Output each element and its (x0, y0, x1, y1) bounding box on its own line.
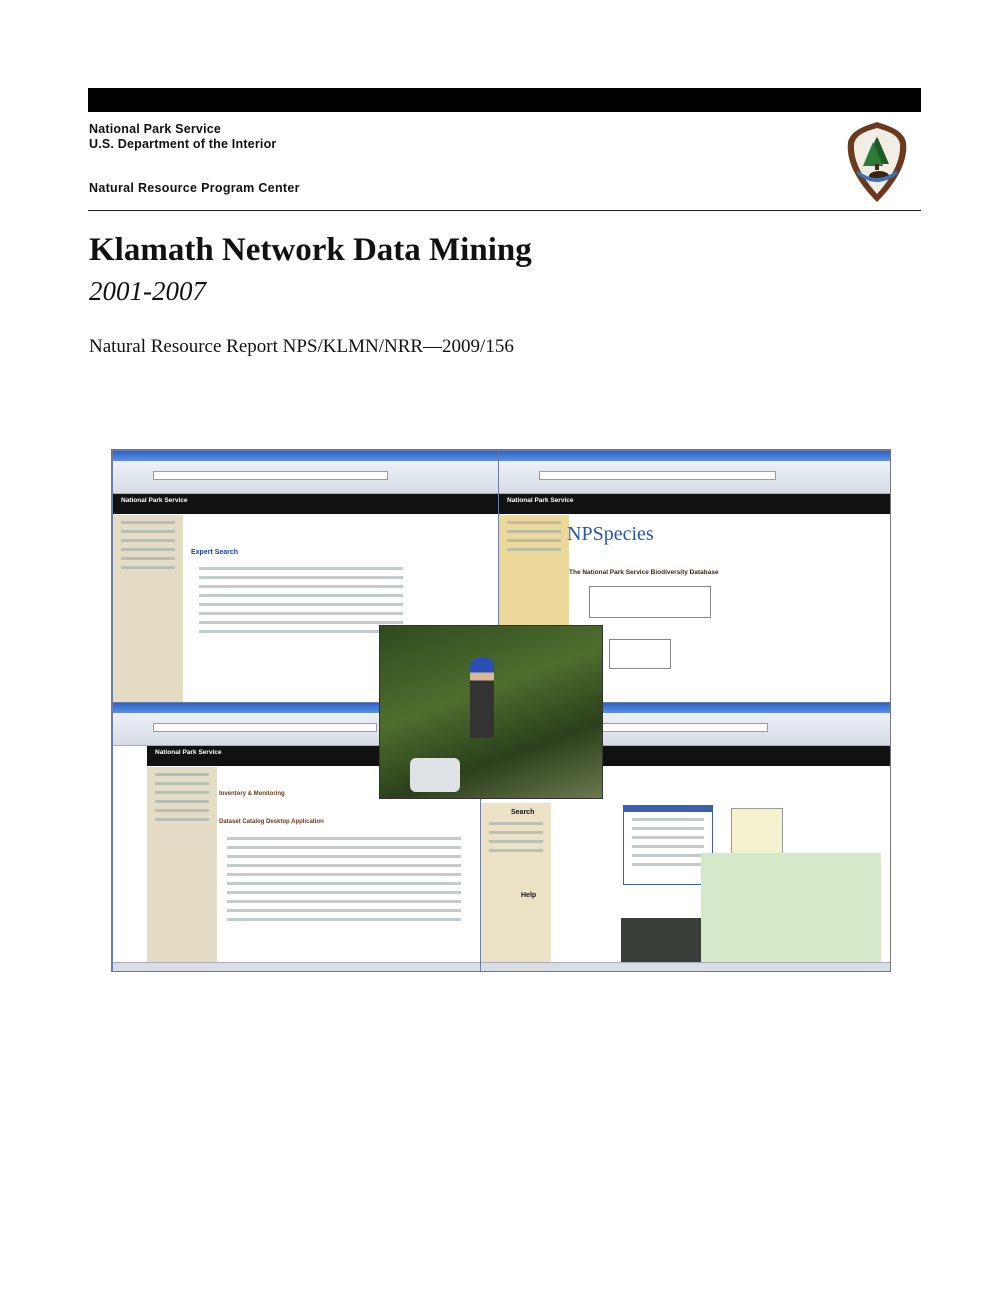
svg-text:NATIONAL: NATIONAL (864, 134, 890, 140)
park-select-list[interactable] (589, 586, 711, 618)
map-panel (701, 853, 881, 963)
nps-banner: National Park Service (147, 746, 483, 766)
desktop-app-heading: Dataset Catalog Desktop Application (219, 819, 324, 825)
left-nav (147, 767, 217, 971)
search-label: Search (511, 809, 535, 816)
agency-name: National Park Service (89, 122, 222, 136)
screenshot-collage (111, 449, 891, 972)
category-select-list[interactable] (609, 639, 671, 669)
program-name: Natural Resource Program Center (89, 181, 300, 195)
report-number: Natural Resource Report NPS/KLMN/NRR—2009/156 (89, 336, 514, 357)
header-black-bar (88, 88, 921, 112)
agency-block (89, 122, 276, 152)
expert-search-heading: Expert Search (191, 549, 239, 556)
rock (410, 758, 460, 792)
report-title: Klamath Network Data Mining (89, 232, 532, 268)
left-nav (113, 515, 183, 709)
help-label: Help (521, 892, 537, 899)
person-figure (470, 658, 494, 738)
header-divider (88, 210, 921, 211)
search-panel (481, 803, 551, 971)
npspecies-logo: NPSpecies (567, 523, 654, 545)
browser-toolbar (499, 461, 890, 494)
browser-toolbar (113, 461, 501, 494)
field-photo (379, 625, 603, 799)
table-popup (623, 805, 713, 885)
terrain-image (621, 918, 711, 963)
nps-banner: National Park Service (113, 494, 501, 514)
biodiversity-heading: The National Park Service Biodiversity Database (569, 569, 719, 576)
inventory-monitoring-heading: Inventory & Monitoring (219, 791, 285, 797)
department-name: U.S. Department of the Interior (89, 137, 277, 151)
nps-banner: National Park Service (499, 494, 890, 514)
nps-arrowhead-icon (845, 120, 909, 204)
report-years: 2001-2007 (89, 276, 206, 306)
